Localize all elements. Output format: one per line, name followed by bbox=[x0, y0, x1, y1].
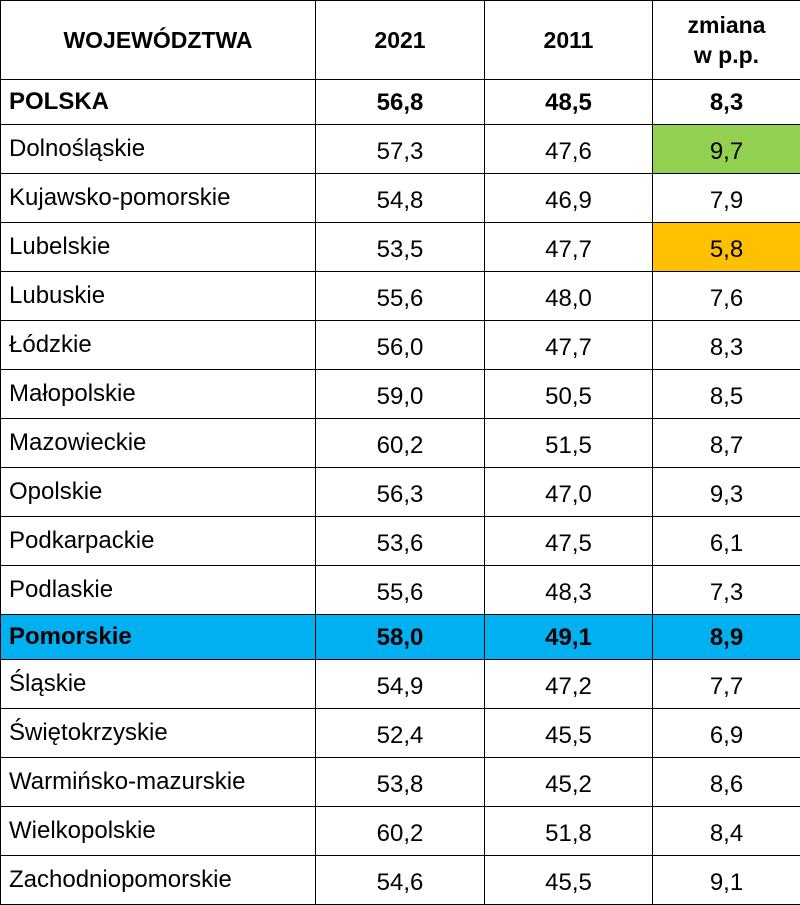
value-change: 8,4 bbox=[653, 807, 800, 856]
value-2021: 56,3 bbox=[316, 468, 485, 517]
region-name: Lubuskie bbox=[1, 272, 316, 321]
value-2011: 47,0 bbox=[485, 468, 653, 517]
header-row bbox=[1, 1, 800, 80]
value-2021: 60,2 bbox=[316, 807, 485, 856]
value-2021: 52,4 bbox=[316, 709, 485, 758]
value-2011: 45,2 bbox=[485, 758, 653, 807]
value-2011: 49,1 bbox=[485, 615, 653, 660]
region-name: Mazowieckie bbox=[1, 419, 316, 468]
value-2011: 45,5 bbox=[485, 709, 653, 758]
value-change: 9,3 bbox=[653, 468, 800, 517]
value-2011: 51,5 bbox=[485, 419, 653, 468]
region-name: Warmińsko-mazurskie bbox=[1, 758, 316, 807]
table-row bbox=[1, 321, 800, 370]
table-row bbox=[1, 709, 800, 758]
value-change: 8,3 bbox=[653, 80, 800, 125]
table-row bbox=[1, 468, 800, 517]
region-name: Wielkopolskie bbox=[1, 807, 316, 856]
table-row bbox=[1, 272, 800, 321]
table-row bbox=[1, 80, 800, 125]
value-2021: 56,0 bbox=[316, 321, 485, 370]
value-2011: 47,6 bbox=[485, 125, 653, 174]
value-2011: 45,5 bbox=[485, 856, 653, 905]
value-change: 7,3 bbox=[653, 566, 800, 615]
header-2021: 2021 bbox=[316, 1, 485, 80]
table-row bbox=[1, 566, 800, 615]
value-change-min: 5,8 bbox=[653, 223, 800, 272]
value-2011: 48,5 bbox=[485, 80, 653, 125]
region-name: Kujawsko-pomorskie bbox=[1, 174, 316, 223]
table-row bbox=[1, 223, 800, 272]
header-change-line2: w p.p. bbox=[694, 42, 759, 68]
value-2021: 55,6 bbox=[316, 272, 485, 321]
header-change bbox=[653, 1, 800, 80]
value-2011: 48,0 bbox=[485, 272, 653, 321]
table-row bbox=[1, 419, 800, 468]
value-2021: 58,0 bbox=[316, 615, 485, 660]
value-2021: 55,6 bbox=[316, 566, 485, 615]
region-name: Podlaskie bbox=[1, 566, 316, 615]
value-change: 6,1 bbox=[653, 517, 800, 566]
value-change: 8,3 bbox=[653, 321, 800, 370]
value-2011: 47,2 bbox=[485, 660, 653, 709]
region-name: Lubelskie bbox=[1, 223, 316, 272]
value-2011: 46,9 bbox=[485, 174, 653, 223]
header-region: WOJEWÓDZTWA bbox=[1, 1, 316, 80]
table-row bbox=[1, 856, 800, 905]
value-change: 8,7 bbox=[653, 419, 800, 468]
region-name: Małopolskie bbox=[1, 370, 316, 419]
value-change: 7,6 bbox=[653, 272, 800, 321]
value-2021: 60,2 bbox=[316, 419, 485, 468]
value-2011: 47,7 bbox=[485, 223, 653, 272]
region-name: Dolnośląskie bbox=[1, 125, 316, 174]
header-2011: 2011 bbox=[485, 1, 653, 80]
value-2021: 53,6 bbox=[316, 517, 485, 566]
table-row bbox=[1, 758, 800, 807]
value-change: 6,9 bbox=[653, 709, 800, 758]
table-row bbox=[1, 660, 800, 709]
value-2021: 59,0 bbox=[316, 370, 485, 419]
value-2011: 51,8 bbox=[485, 807, 653, 856]
table-row bbox=[1, 807, 800, 856]
value-2011: 48,3 bbox=[485, 566, 653, 615]
value-change: 8,6 bbox=[653, 758, 800, 807]
region-name: POLSKA bbox=[1, 80, 316, 125]
value-2021: 53,8 bbox=[316, 758, 485, 807]
value-2021: 56,8 bbox=[316, 80, 485, 125]
value-2011: 47,5 bbox=[485, 517, 653, 566]
table-row-highlighted bbox=[1, 615, 800, 660]
region-name: Łódzkie bbox=[1, 321, 316, 370]
value-change: 7,9 bbox=[653, 174, 800, 223]
value-2021: 54,8 bbox=[316, 174, 485, 223]
table-row bbox=[1, 174, 800, 223]
region-name: Opolskie bbox=[1, 468, 316, 517]
table-row bbox=[1, 517, 800, 566]
value-change-max: 9,7 bbox=[653, 125, 800, 174]
value-change: 9,1 bbox=[653, 856, 800, 905]
value-2011: 50,5 bbox=[485, 370, 653, 419]
value-2021: 53,5 bbox=[316, 223, 485, 272]
table-row bbox=[1, 370, 800, 419]
region-name: Świętokrzyskie bbox=[1, 709, 316, 758]
region-name: Śląskie bbox=[1, 660, 316, 709]
table-row bbox=[1, 125, 800, 174]
region-name: Podkarpackie bbox=[1, 517, 316, 566]
value-2011: 47,7 bbox=[485, 321, 653, 370]
header-change-line1: zmiana bbox=[688, 12, 766, 38]
value-2021: 57,3 bbox=[316, 125, 485, 174]
region-name: Zachodniopomorskie bbox=[1, 856, 316, 905]
region-name: Pomorskie bbox=[1, 615, 316, 660]
value-change: 7,7 bbox=[653, 660, 800, 709]
value-2021: 54,6 bbox=[316, 856, 485, 905]
value-2021: 54,9 bbox=[316, 660, 485, 709]
value-change: 8,9 bbox=[653, 615, 800, 660]
value-change: 8,5 bbox=[653, 370, 800, 419]
